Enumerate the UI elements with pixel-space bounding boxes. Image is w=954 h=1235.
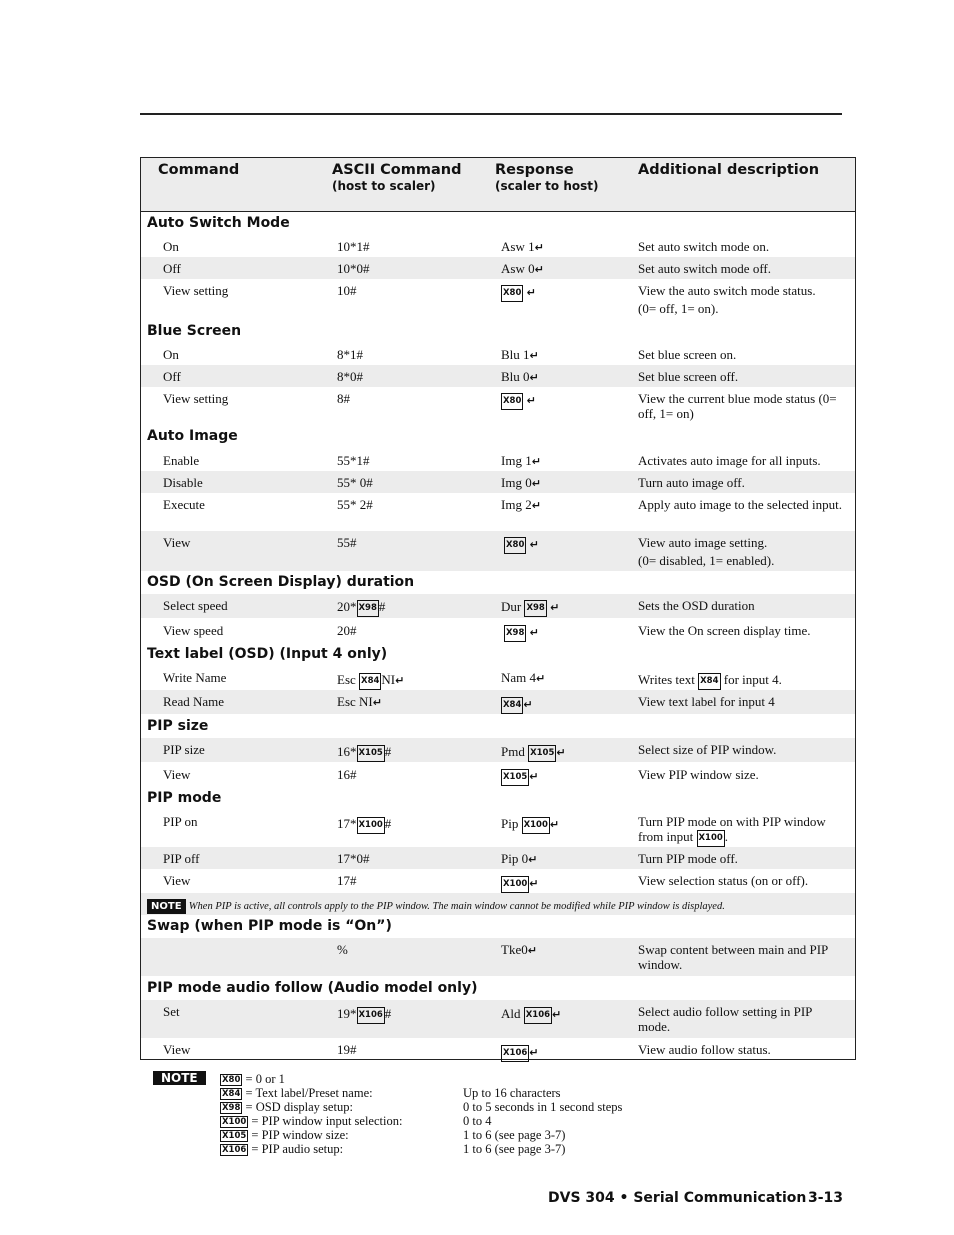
variable-tag: X80 <box>501 393 523 410</box>
variable-tag: X84 <box>359 673 381 690</box>
variable-tag: X100 <box>522 817 550 834</box>
table-row: Off 8*0# Blu 0↵ Set blue screen off. <box>141 365 855 387</box>
table-row: Read Name Esc NI↵ X84 ↵ View text label for input 4 <box>141 690 855 714</box>
return-icon: ↵ <box>529 371 539 384</box>
table-row: View 55# X80 ↵ View auto image setting. (0= disabled, 1= enabled). <box>141 531 855 571</box>
footnote-item: X100 = PIP window input selection: <box>222 1114 403 1128</box>
footnote-value: 1 to 6 (see page 3-7) <box>463 1142 566 1156</box>
table-row: % Tke0↵ Swap content between main and PIP window. <box>141 938 855 976</box>
table-row: View 16# X105 ↵ View PIP window size. <box>141 762 855 786</box>
footnote-item: X105 = PIP window size: <box>222 1128 349 1142</box>
variable-tag: X98 <box>504 625 526 642</box>
return-icon: ↵ <box>549 818 560 831</box>
footnote-values <box>463 1086 622 1156</box>
return-icon: ↵ <box>531 455 541 468</box>
table-row: PIP size 16* X105 # Pmd X105 ↵ Select size of PIP window. <box>141 738 855 762</box>
return-icon: ↵ <box>529 349 539 362</box>
table-row: PIP on 17* X100 # Pip X100 ↵ Turn PIP mode on with PIP window from input X100 . <box>141 810 855 847</box>
footnote-list <box>220 1072 402 1156</box>
return-icon: ↵ <box>531 499 541 512</box>
table-row: PIP off 17*0# Pip 0↵ Turn PIP mode off. <box>141 847 855 869</box>
section-pip-mode: PIP mode <box>147 790 222 806</box>
pip-note: When PIP is active, all controls apply to the PIP window. The main window cannot be modified while PIP window is displayed. <box>188 901 725 912</box>
return-icon: ↵ <box>552 1008 562 1021</box>
table-row: View setting 10# X80 ↵ View the auto switch mode status. (0= off, 1= on). <box>163 283 816 316</box>
variable-tag: X98 <box>524 600 546 617</box>
page-number: 3-13 <box>808 1190 844 1206</box>
header-response: Response (scaler to host) <box>495 162 599 193</box>
return-icon: ↵ <box>534 241 544 254</box>
variable-tag: X105 <box>357 745 385 762</box>
section-swap: Swap (when PIP mode is “On”) <box>147 918 392 934</box>
top-rule <box>140 113 842 115</box>
table-row: Select speed 20* X98 # Dur X98 ↵ Sets the OSD duration <box>141 594 855 618</box>
return-icon: ↵ <box>523 698 533 711</box>
table-row: View setting 8# X80 ↵ View the current blue mode status (0= off, 1= on) <box>163 391 837 421</box>
variable-tag: X106 <box>501 1045 529 1062</box>
note-badge: NOTE <box>147 899 186 914</box>
table-row: Disable 55* 0# Img 0↵ Turn auto image off. <box>141 471 855 493</box>
footnote-item: X98 = OSD display setup: <box>222 1100 353 1114</box>
header-description: Additional description <box>638 162 820 178</box>
section-pip-audio-follow: PIP mode audio follow (Audio model only) <box>147 980 478 996</box>
footnote-value: Up to 16 characters <box>463 1086 561 1100</box>
variable-tag: X84 <box>698 673 720 690</box>
footnote-value: 0 to 5 seconds in 1 second steps <box>463 1100 623 1114</box>
command-table <box>140 157 856 1060</box>
table-row: Enable 55*1# Img 1↵ Activates auto image for all inputs. <box>163 453 821 468</box>
return-icon: ↵ <box>527 944 537 957</box>
footnote-item: X106 = PIP audio setup: <box>222 1142 344 1156</box>
section-pip-size: PIP size <box>147 718 209 734</box>
return-icon: ↵ <box>395 674 405 687</box>
return-icon: ↵ <box>529 538 539 551</box>
header-ascii-sub: (host to scaler) <box>332 179 436 193</box>
variable-tag: X106 <box>357 1007 385 1024</box>
variable-tag: X100 <box>501 876 529 893</box>
table-row: On 8*1# Blu 1↵ Set blue screen on. <box>163 347 737 362</box>
return-icon: ↵ <box>526 394 536 407</box>
section-blue-screen: Blue Screen <box>147 323 242 339</box>
footnote-value: 0 to 4 <box>463 1114 492 1128</box>
return-icon: ↵ <box>556 746 566 759</box>
return-icon: ↵ <box>536 672 546 685</box>
return-icon: ↵ <box>528 853 538 866</box>
variable-tag: X105 <box>501 769 529 786</box>
header-response-sub: (scaler to host) <box>495 179 599 193</box>
return-icon: ↵ <box>531 477 541 490</box>
variable-tag: X100 <box>697 830 725 847</box>
variable-tag: X106 <box>524 1007 552 1024</box>
footer-title: DVS 304 • Serial Communication <box>548 1190 807 1206</box>
variable-tag: X98 <box>357 600 379 617</box>
section-auto-image: Auto Image <box>147 428 238 444</box>
pip-note-row <box>141 893 855 915</box>
table-row: View 19# X106 ↵ View audio follow status. <box>141 1038 855 1060</box>
variable-tag: X100 <box>357 817 385 834</box>
variable-tag: X80 <box>501 285 523 302</box>
section-osd-duration: OSD (On Screen Display) duration <box>147 574 415 590</box>
return-icon: ↵ <box>372 696 382 709</box>
table-row: Set 19* X106 # Ald X106 ↵ Select audio follow setting in PIP mode. <box>141 1000 855 1038</box>
table-row: On 10*1# Asw 1↵ Set auto switch mode on. <box>163 239 770 254</box>
return-icon: ↵ <box>529 877 539 890</box>
table-header <box>141 158 855 212</box>
header-ascii: ASCII Command (host to scaler) <box>332 162 462 193</box>
variable-tag: X80 <box>504 537 526 554</box>
footnote-note-badge: NOTE <box>153 1071 206 1085</box>
return-icon: ↵ <box>529 626 539 639</box>
footnote-value: 1 to 6 (see page 3-7) <box>463 1128 566 1142</box>
table-row: Off 10*0# Asw 0↵ Set auto switch mode off. <box>141 257 855 279</box>
table-row: Write Name Esc X84 NI↵ Nam 4↵ Writes text X84 for input 4. <box>141 666 855 690</box>
footnote-item: X84 = Text label/Preset name: <box>222 1086 373 1100</box>
variable-tag: X105 <box>528 745 556 762</box>
header-command: Command <box>158 162 240 178</box>
section-text-label: Text label (OSD) (Input 4 only) <box>147 646 388 662</box>
return-icon: ↵ <box>529 1046 539 1059</box>
section-auto-switch: Auto Switch Mode <box>147 215 290 231</box>
return-icon: ↵ <box>534 263 544 276</box>
return-icon: ↵ <box>529 770 539 783</box>
return-icon: ↵ <box>526 286 536 299</box>
table-row: Execute 55* 2# Img 2↵ Apply auto image to the selected input. <box>163 497 842 512</box>
variable-tag: X84 <box>501 697 523 714</box>
footnote-item: X80 = 0 or 1 <box>222 1072 285 1086</box>
table-row: View speed 20# X98 ↵ View the On screen display time. <box>141 618 855 642</box>
return-icon: ↵ <box>550 601 560 614</box>
table-row: View 17# X100 ↵ View selection status (on or off). <box>141 869 855 893</box>
